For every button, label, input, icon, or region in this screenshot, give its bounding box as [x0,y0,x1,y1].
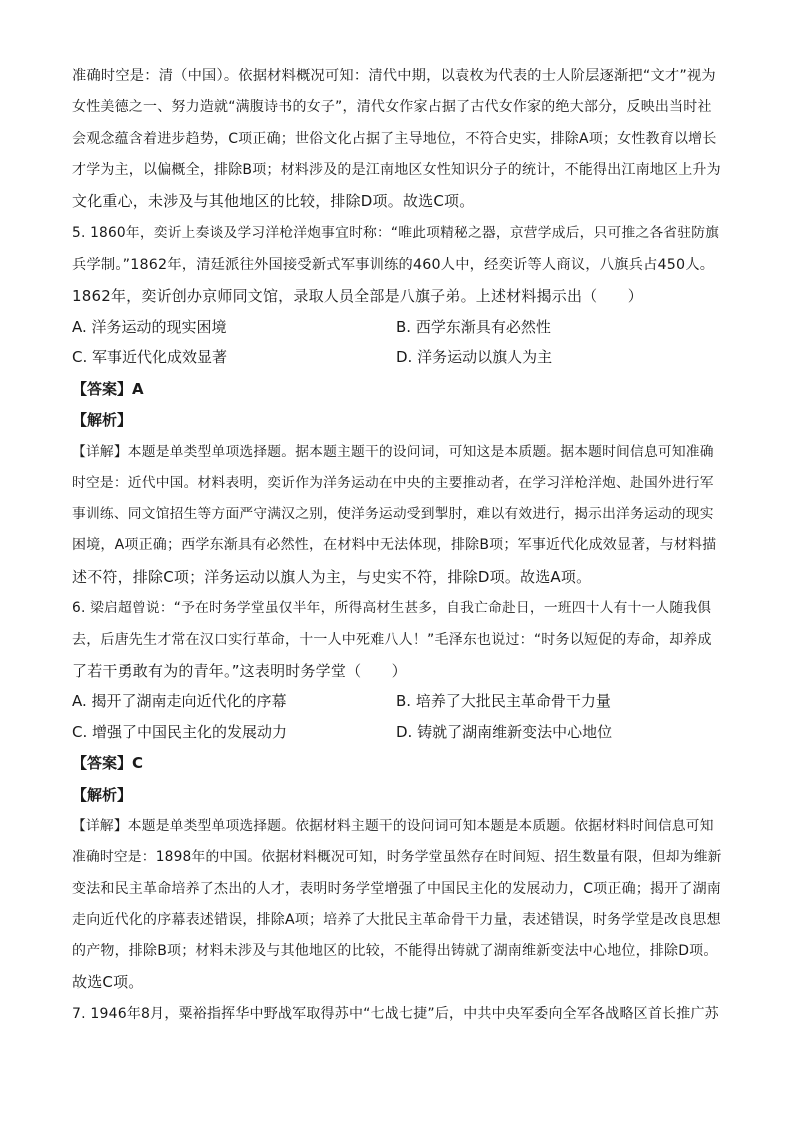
question-stem-line: 了若干勇敢有为的青年。”这表明时务学堂（ ） [72,662,407,680]
explanation-line: 事训练、同文馆招生等方面严守满汉之别，使洋务运动受到掣肘，难以有效进行，揭示出洋务运动的现实 [72,506,714,522]
paragraph-line: 会观念蕴含着进步趋势，C项正确；世俗文化占据了主导地位，不符合史实，排除A项；女性教育以增长 [72,131,717,147]
question-stem-line: 6. 梁启超曾说：“予在时务学堂虽仅半年，所得高材生甚多，自我亡命赴日，一班四十人有十一人随我俱 [72,600,712,616]
option-c: C. 军事近代化成效显著 [72,348,228,366]
answer-label: 【答案】C [72,754,144,772]
option-b: B. 培养了大批民主革命骨干力量 [396,692,611,710]
answer-label: 【答案】A [72,380,144,398]
paragraph-line: 准确时空是：清（中国）。依据材料概况可知：清代中期，以袁枚为代表的士人阶层逐渐把“文才”视为 [72,68,716,84]
option-d: D. 洋务运动以旗人为主 [396,348,553,366]
explanation-line: 【详解】本题是单类型单项选择题。据本题主题干的设问词，可知这是本质题。据本题时间信息可知准确 [72,444,714,460]
option-b: B. 西学东渐具有必然性 [396,318,551,336]
paragraph-line: 文化重心，未涉及与其他地区的比较，排除D项。故选C项。 [72,192,475,210]
paragraph-line: 女性美德之一、努力造就“满腹诗书的女子”，清代女作家占据了古代女作家的绝大部分，反映出当时社 [72,99,712,115]
option-c: C. 增强了中国民主化的发展动力 [72,723,288,741]
analysis-label: 【解析】 [72,411,133,429]
explanation-line: 述不符，排除C项；洋务运动以旗人为主，与史实不符，排除D项。故选A项。 [72,568,592,586]
question-stem-line: 去，后唐先生才常在汉口实行革命，十一人中死难八人！”毛泽东也说过：“时务以短促的寿命，却养成 [72,632,712,648]
question-stem-line: 1862年，奕䜣创办京师同文馆，录取人员全部是八旗子弟。上述材料揭示出（ ） [72,287,643,305]
question-stem-line: 兵学制。”1862年，清廷派往外国接受新式军事训练的460人中，经奕䜣等人商议，八旗兵占450人。 [72,257,715,273]
option-a: A. 洋务运动的现实困境 [72,318,227,336]
option-a: A. 揭开了湖南走向近代化的序幕 [72,692,287,710]
explanation-line: 时空是：近代中国。材料表明，奕䜣作为洋务运动在中央的主要推动者，在学习洋枪洋炮、赴国外进行军 [72,475,714,491]
question-stem-line: 5. 1860年，奕䜣上奏谈及学习洋枪洋炮事宜时称：“唯此项精秘之器，京营学成后，只可推之各省驻防旗 [72,225,720,241]
explanation-line: 故选C项。 [72,973,144,991]
analysis-label: 【解析】 [72,786,133,804]
explanation-line: 准确时空是：1898年的中国。依据材料概况可知，时务学堂虽然存在时间短、招生数量有限，但却为维新 [72,849,722,865]
question-stem-line: 7. 1946年8月，粟裕指挥华中野战军取得苏中“七战七捷”后，中共中央军委向全军各战略区首长推广苏 [72,1006,719,1022]
explanation-line: 走向近代化的序幕表述错误，排除A项；培养了大批民主革命骨干力量，表述错误，时务学堂是改良思想 [72,912,721,928]
explanation-line: 变法和民主革命培养了杰出的人才，表明时务学堂增强了中国民主化的发展动力，C项正确；揭开了湖南 [72,881,721,897]
explanation-line: 的产物，排除B项；材料未涉及与其他地区的比较，不能得出铸就了湖南维新变法中心地位，排除D项。 [72,943,718,959]
explanation-line: 困境，A项正确；西学东渐具有必然性，在材料中无法体现，排除B项；军事近代化成效显著，与材料描 [72,537,717,553]
paragraph-line: 才学为主，以偏概全，排除B项；材料涉及的是江南地区女性知识分子的统计，不能得出江南地区上升为 [72,162,721,178]
option-d: D. 铸就了湖南维新变法中心地位 [396,723,613,741]
explanation-line: 【详解】本题是单类型单项选择题。依据材料主题干的设问词可知本题是本质题。依据材料时间信息可知 [72,818,714,834]
